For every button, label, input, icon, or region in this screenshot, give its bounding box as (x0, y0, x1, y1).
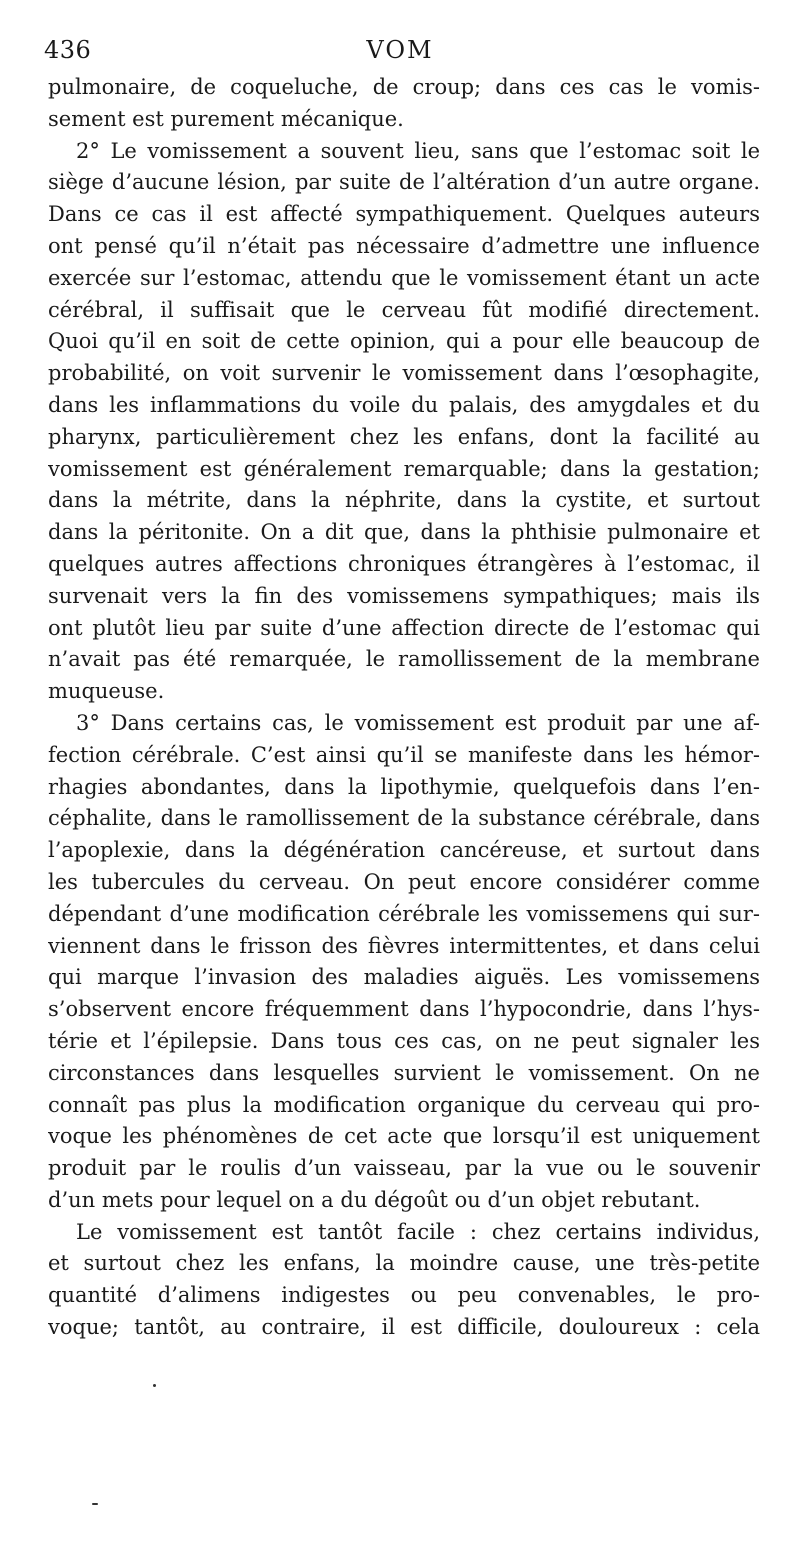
text-line: ont pensé qu’il n’était pas nécessaire d’admettre une influence (48, 233, 760, 258)
text-line: vomissement est généralement remarquable; dans la gestation; (48, 456, 760, 481)
text-line: d’un mets pour lequel on a du dégoût ou d’un objet rebutant. (48, 1187, 701, 1212)
text-line: l’apoplexie, dans la dégénération cancéreuse, et surtout dans (48, 838, 760, 863)
text-line: pulmonaire, de coqueluche, de croup; dans ces cas le vomis- (48, 75, 760, 99)
text-line: dans les inflammations du voile du palais, des amygdales et du (48, 392, 760, 417)
text-line: Dans ce cas il est affecté sympathiquement. Quelques auteurs (48, 202, 760, 227)
text-line: sement est purement mécanique. (48, 106, 404, 131)
running-head: VOM (366, 36, 434, 64)
text-line: n’avait pas été remarquée, le ramollissement de la membrane (48, 647, 760, 672)
paragraph-start-line: 3° Dans certains cas, le vomissement est produit par une af- (76, 710, 760, 735)
text-line: s’observent encore fréquemment dans l’hypocondrie, dans l’hys- (48, 997, 760, 1022)
page-number: 436 (44, 36, 92, 64)
text-line: pharynx, particulièrement chez les enfans, dont la facilité au (48, 424, 760, 449)
text-line: muqueuse. (48, 679, 165, 704)
text-line: connaît pas plus la modification organique du cerveau qui pro- (48, 1092, 760, 1117)
text-line: dépendant d’une modification cérébrale les vomissemens qui sur- (48, 901, 760, 926)
text-line: et surtout chez les enfans, la moindre cause, une très-petite (48, 1251, 760, 1276)
ink-speck (92, 1503, 98, 1505)
text-line: survenait vers la fin des vomissemens sympathiques; mais ils (48, 583, 760, 608)
paragraph-start-line: 2° Le vomissement a souvent lieu, sans que l’estomac soit le (76, 138, 760, 163)
text-line: Quoi qu’il en soit de cette opinion, qui a pour elle beaucoup de (48, 329, 760, 354)
body-text (48, 72, 760, 1344)
text-line: céphalite, dans le ramollissement de la substance cérébrale, dans (48, 806, 760, 831)
text-line: quantité d’alimens indigestes ou peu convenables, le pro- (48, 1283, 760, 1308)
text-line: qui marque l’invasion des maladies aiguës. Les vomissemens (48, 965, 760, 990)
text-line: probabilité, on voit survenir le vomissement dans l’œsophagite, (48, 361, 760, 386)
text-line: circonstances dans lesquelles survient le vomissement. On ne (48, 1060, 760, 1085)
text-line: cérébral, il suffisait que le cerveau fût modifié directement. (48, 297, 760, 322)
text-line: siège d’aucune lésion, par suite de l’altération d’un autre organe. (48, 170, 760, 195)
text-line: rhagies abondantes, dans la lipothymie, quelquefois dans l’en- (48, 774, 760, 799)
page-header (44, 36, 756, 72)
text-line: dans la péritonite. On a dit que, dans la phthisie pulmonaire et (48, 520, 760, 545)
paragraph-start-line: Le vomissement est tantôt facile : chez certains individus, (76, 1219, 760, 1244)
text-line: les tubercules du cerveau. On peut encore considérer comme (48, 869, 760, 894)
ink-speck (153, 1384, 156, 1387)
text-line: voque les phénomènes de cet acte que lorsqu’il est uniquement (48, 1124, 760, 1149)
text-line: viennent dans le frisson des fièvres intermittentes, et dans celui (48, 933, 760, 958)
text-line: fection cérébrale. C’est ainsi qu’il se manifeste dans les hémor- (48, 742, 760, 767)
text-line: ont plutôt lieu par suite d’une affection directe de l’estomac qui (48, 615, 760, 640)
text-line: voque; tantôt, au contraire, il est difficile, douloureux : cela (48, 1315, 760, 1340)
text-line: exercée sur l’estomac, attendu que le vomissement étant un acte (48, 265, 760, 290)
text-line: dans la métrite, dans la néphrite, dans la cystite, et surtout (48, 488, 760, 513)
text-line: quelques autres affections chroniques étrangères à l’estomac, il (48, 551, 760, 576)
text-line: produit par le roulis d’un vaisseau, par la vue ou le souvenir (48, 1156, 760, 1181)
text-line: térie et l’épilepsie. Dans tous ces cas, on ne peut signaler les (48, 1028, 760, 1053)
